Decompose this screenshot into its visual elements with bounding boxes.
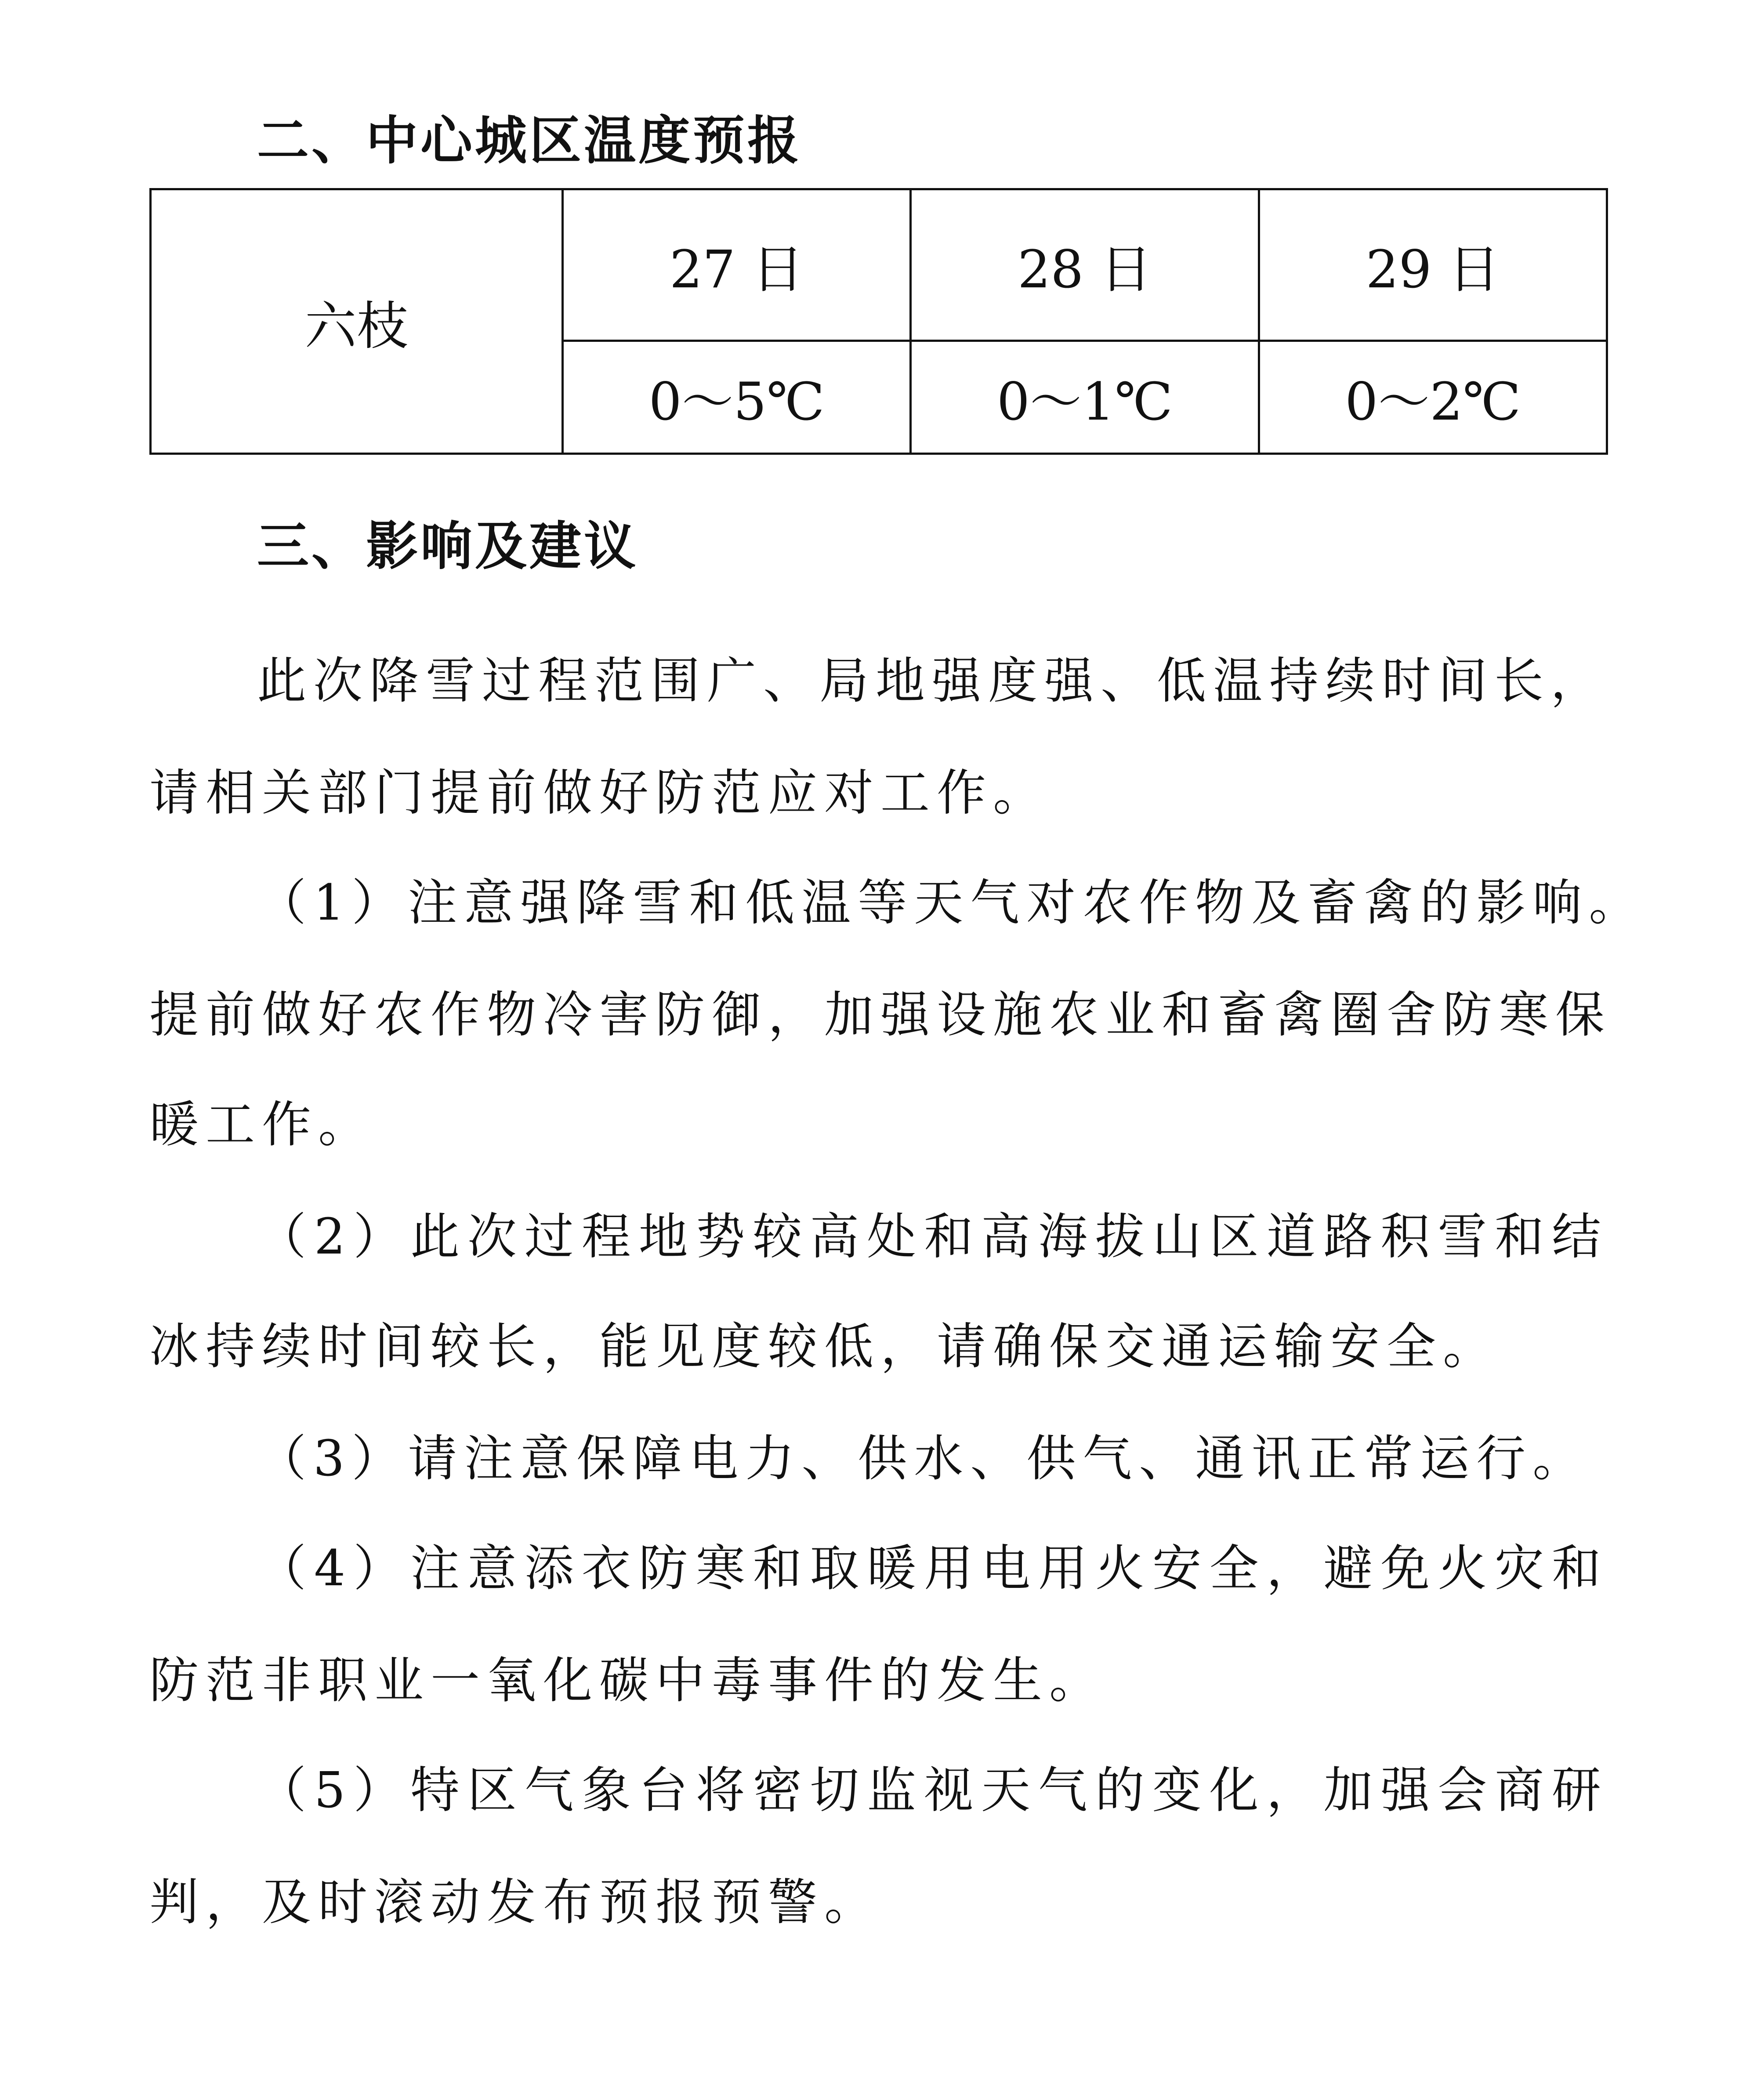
paragraph-line: 防范非职业一氧化碳中毒事件的发生。: [149, 1652, 1105, 1709]
temperature-range-cell: 0～1℃: [911, 341, 1259, 454]
paragraph-line: （2）此次过程地势较高处和高海拔山区道路积雪和结: [257, 1208, 1608, 1265]
paragraph-line: 冰持续时间较长，能见度较低，请确保交通运输安全。: [149, 1318, 1499, 1375]
date-cell: 29 日: [1259, 189, 1607, 341]
paragraph-line: （4）注意添衣防寒和取暖用电用火安全，避免火灾和: [257, 1540, 1608, 1597]
temperature-range-cell: 0～2℃: [1259, 341, 1607, 454]
temperature-range-cell: 0～5℃: [563, 341, 911, 454]
section-3-heading: 三、影响及建议: [257, 516, 639, 576]
date-cell: 28 日: [911, 189, 1259, 341]
paragraph-line: （3）请注意保障电力、供水、供气、通讯正常运行。: [257, 1430, 1589, 1487]
paragraph-line: 请相关部门提前做好防范应对工作。: [149, 765, 1049, 822]
paragraph-line: 判，及时滚动发布预报预警。: [149, 1874, 880, 1931]
paragraph-line: 暖工作。: [149, 1096, 374, 1153]
paragraph-line: 此次降雪过程范围广、局地强度强、低温持续时间长，: [257, 652, 1607, 710]
date-cell: 27 日: [563, 189, 911, 341]
table-row: [151, 189, 1607, 341]
location-cell: 六枝: [151, 189, 563, 454]
paragraph-line: （5）特区气象台将密切监视天气的变化，加强会商研: [257, 1762, 1608, 1819]
paragraph-line: 提前做好农作物冷害防御，加强设施农业和畜禽圈舍防寒保: [149, 986, 1612, 1044]
paragraph-line: （1）注意强降雪和低温等天气对农作物及畜禽的影响。: [257, 874, 1645, 931]
section-2-heading: 二、中心城区温度预报: [257, 110, 802, 171]
temperature-forecast-table: [149, 188, 1608, 455]
